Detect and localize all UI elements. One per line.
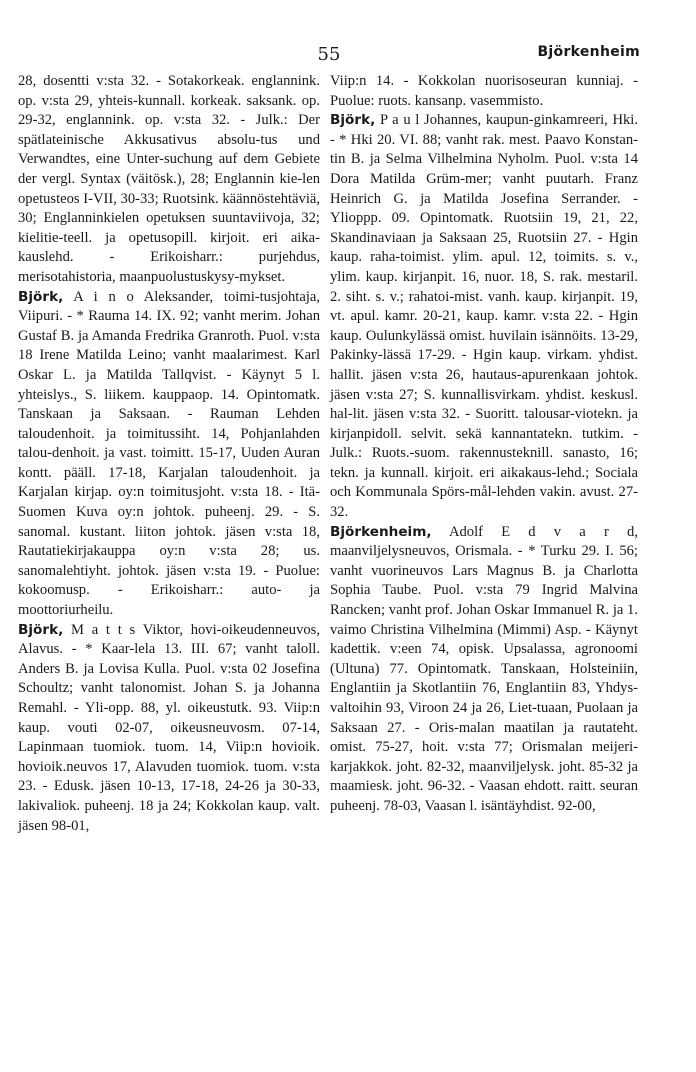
entry-bjork-paul — [330, 111, 638, 522]
page-number: 55 — [317, 44, 341, 65]
entry-bjork-aino — [18, 288, 320, 621]
entry-continuation — [330, 72, 638, 111]
entry-given-name: P a u l — [379, 112, 420, 129]
entry-given-name: Adolf E d v a r d, — [448, 523, 639, 540]
entry-surname: Björk, — [330, 112, 376, 129]
entry-continuation — [18, 72, 320, 288]
entry-surname: Björk, — [18, 288, 64, 305]
entry-text: maanviljelysneuvos, Orismala. - * Turku 29. I. 56; vanht vuorineuvos Lars Magnus B. ja Charlotta Sophia Taube. Puol. v:sta 79 Ingrid Malvina Rancken; vanht prof. Johan Oskar Immanuel R. ja 1. vaimo Christina Vilhelmina (Mimmi) Asp. - Käynyt kadettik. v:een 74, opisk. Upsalassa, agronoomi (Ultuna) 77. Opintomatk. Tanskaan, Holsteiniin, Englantiin ja Skotlantiin 76, Englantiin 83, Yhdys-valtoihin 93, Viroon 24 ja 26, Liet-tuaan, Puolaan ja Saksaan 27. - Oris-malan maatilan ja rautateht. omist. 75-27, hoit. v:sta 77; Orismalan meijeri-karjakkok. joht. 82-32, maanviljelysk. joht. 85-32 ja maamiesk. joht. 96-32. - Vaasan ehdott. raitt. seuran puheenj. 78-03, Vaasan l. isäntäyhdist. 92-00, — [330, 543, 638, 814]
right-column — [330, 72, 638, 817]
entry-bjorkenheim-adolf — [330, 523, 638, 817]
entry-text: Viip:n 14. - Kokkolan nuorisoseuran kunniaj. - Puolue: ruots. kansanp. vasemmisto. — [330, 73, 638, 109]
entry-bjork-matts — [18, 621, 320, 837]
entry-surname: Björkenheim, — [330, 523, 432, 540]
entry-given-name: M a t t s — [71, 621, 136, 638]
left-column — [18, 72, 320, 836]
entry-text: Johannes, kaupun-ginkamreeri, Hki. - * Hki 20. VI. 88; vanht rak. mest. Paavo Konstan-tin B. ja Selma Vilhelmina Nyholm. Puol. v:sta 14 Dora Matilda Grüm-mer; vanht puutarh. Franz Heinrich G. ja Matilda Josefina Serrander. - Ylioppp. 09. Opintomatk. Ruotsiin 19, 21, 22, Skandinaviaan ja Saksaan 25, Ruotsiin 27. - Hgin kaup. raha-toimist. ylim. apul. 12, toimits. s. v., ylim. kaup. kirjanpit. 16, nuor. 18, S. rak. mestaril. 2. siht. s. v.; rahatoi-mist. vanh. kaup. kirjanpit. 19, vt. apul. kamr. 20-21, kaup. kamr. v:sta 22. - Hgin kaup. Oulunkylässä omist. huvilain isännöits. 13-29, Pakinky-lässä 17-29. - Hgin kaup. virkam. yhdist. hallit. jäsen v:sta 26, hautaus-apurenkaan johtok. jäsen v:sta 27; S. kunnallisvirkam. yhdist. keskusl. hal-lit. jäsen v:sta 32. - Suoritt. talousar-viotekn. ja kirjanpidoll. selvit. sekä kannantatekn. tutkim. - Julk.: Ruots.-suom. rakennusteknill. sanasto, 16; tekn. ja kunnall. kirjoit. eri aikakaus-lehd.; Sociala och Kommunala Spörs-mål-lehden vakin. avust. 27-32. — [330, 112, 638, 521]
entry-surname: Björk, — [18, 621, 64, 638]
entry-text: Aleksander, toimi-tusjohtaja, Viipuri. - * Rauma 14. IX. 92; vanht merim. Johan Gustaf B. ja Amanda Fredrika Granroth. Puol. v:sta 18 Irene Matilda Leino; vanht maalarimest. Karl Oskar L. ja Matilda Tallqvist. - Käynyt 5 l. yhteislys., S. liikem. kauppaop. 14. Opintomatk. Tanskaan ja Saksaan. - Rauman Lehden taloudenhoit. ja toimitussiht. 14, Pohjanlahden talou-denhoit. ja vast. toimitt. 15-17, Uuden Auran kontt. pääll. 17-18, Karjalan taloudenhoit. ja Karjalan kirjap. oy:n toimitusjoht. v:sta 18. - Itä-Suomen Kuva oy:n johtok. puheenj. 29. - S. sanomal. kustant. liiton johtok. jäsen v:sta 18, Rautatiekirjakauppa oy:n v:sta 28; us. sanomalehtiyht. johtok. jäsen v:sta 19. - Puolue: kokoomusp. - Erikoisharr.: auto- ja moottoriurheilu. — [18, 288, 320, 619]
entry-text: Viktor, hovi-oikeudenneuvos, Alavus. - * Kaar-lela 13. III. 67; vanht taloll. Anders B. ja Lovisa Kulla. Puol. v:sta 02 Josefina Schoultz; vanht talonomist. Johan S. ja Johanna Remahl. - Yli-opp. 88, yl. oikeustutk. 93. Viip:n kaup. vouti 02-07, oikeusneuvosm. 07-14, Lapinmaan tuomiok. tuom. 14, Viip:n hovioik. hovioik.neuvos 17, Alavuden tuomiok. tuom. v:sta 23. - Edusk. jäsen 10-13, 17-18, 24-26 ja 30-33, lakivaliok. puheenj. 18 ja 24; Kokkolan kaup. valt. jäsen 98-01, — [18, 621, 321, 834]
running-head: Björkenheim — [537, 44, 640, 60]
entry-given-name: A i n o — [73, 288, 134, 305]
entry-text: 28, dosentti v:sta 32. - Sotakorkeak. englannink. op. v:sta 29, yhteis-kunnall. korkeak. saksank. op. 29-32, englannink. op. v:sta 32. - Julk.: Der spätlateinische Akkusativus absolu-tus und Verwandtes, eine Unter-suchung auf dem Gebiete der vergl. Syntax (väitösk.), 28; Englannin kie-len opetusteos I-VII, 30-33; Ruotsink. käännöstehtäviä, 30; Englanninkielen opetuksen suuntaviivoja, 32; kielitie-teell. ja opetusopill. kirjoit. eri aika-kauslehd. - Erikoisharr.: purjehdus, merisotahistoria, maanpuolustuskysy-mykset. — [18, 73, 320, 285]
